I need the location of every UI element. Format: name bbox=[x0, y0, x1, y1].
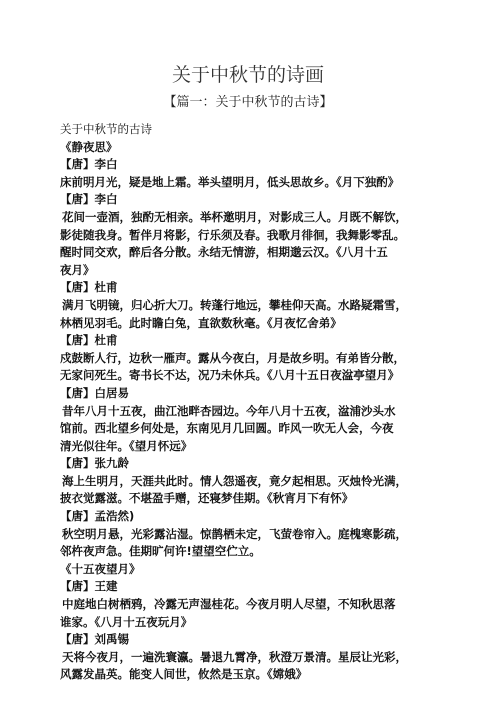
page-title: 关于中秋节的诗画 bbox=[171, 64, 324, 86]
text-line: 【唐】王建 bbox=[60, 579, 118, 594]
text-line: 【唐】刘禹锡 bbox=[60, 632, 129, 647]
text-line: 林栖见羽毛。此时瞻白兔，直欲数秋毫。《月夜忆舍弟》 bbox=[60, 315, 342, 330]
text-line: 披衣觉露滋。不堪盈手赠，还寝梦佳期。《秋宵月下有怀》 bbox=[60, 491, 354, 506]
text-line: 昔年八月十五夜，曲江池畔杏园边。今年八月十五夜，湓浦沙头水 bbox=[62, 403, 396, 418]
text-line: 【唐】白居易 bbox=[60, 385, 129, 400]
text-line: 无家问死生。寄书长不达，况乃未休兵。《八月十五日夜湓亭望月》 bbox=[60, 368, 400, 383]
text-line: 【唐】李白 bbox=[60, 157, 118, 172]
text-line: 清光似往年。《望月怀远》 bbox=[60, 438, 193, 453]
text-line: 【唐】孟浩然) bbox=[60, 509, 135, 524]
text-line: 风露发晶英。能变人间世，攸然是玉京。《嫦娥》 bbox=[60, 667, 308, 682]
text-line: 《十五夜望月》 bbox=[60, 561, 141, 576]
text-line: 夜月》 bbox=[60, 262, 95, 277]
text-line: 秋空明月悬，光彩露沾湿。惊鹊栖未定，飞萤卷帘入。庭槐寒影疏， bbox=[62, 526, 407, 541]
text-line: 床前明月光，疑是地上霜。举头望明月，低头思故乡。《月下独酌》 bbox=[60, 174, 400, 189]
text-line: 中庭地白树栖鸦，冷露无声湿桂花。今夜月明人尽望，不知秋思落 bbox=[62, 597, 396, 612]
text-line: 花间一壶酒，独酌无相亲。举杯邀明月，对影成三人。月既不解饮， bbox=[62, 209, 407, 224]
text-line: 影徒随我身。暂伴月将影，行乐须及春。我歌月徘徊，我舞影零乱。 bbox=[60, 227, 405, 242]
text-line: 馆前。西北望乡何处是，东南见月几回圆。昨风一吹无人会，今夜 bbox=[60, 421, 394, 436]
text-line: 【唐】李白 bbox=[60, 192, 118, 207]
text-line: 【唐】杜甫 bbox=[60, 280, 118, 295]
section-heading: 【篇一：关于中秋节的古诗】 bbox=[163, 95, 333, 110]
text-line: 【唐】张九龄 bbox=[60, 456, 129, 471]
text-line: 邻杵夜声急。佳期旷何许!望望空伫立。 bbox=[60, 544, 261, 559]
text-line: 谁家。《八月十五夜玩月》 bbox=[60, 614, 193, 629]
text-line: 戍鼓断人行，边秋一雁声。露从今夜白，月是故乡明。有弟皆分散， bbox=[60, 350, 405, 365]
text-line: 海上生明月，天涯共此时。情人怨遥夜，竟夕起相思。灭烛怜光满， bbox=[62, 473, 407, 488]
poem-text-body bbox=[60, 121, 444, 684]
text-line: 天将今夜月，一遍洗寰瀛。暑退九霄净，秋澄万景清。星辰让光彩， bbox=[62, 649, 407, 664]
text-line: 《静夜思》 bbox=[60, 139, 118, 154]
text-line: 【唐】杜甫 bbox=[60, 333, 118, 348]
text-line: 醒时同交欢，醉后各分散。永结无情游，相期邈云汉。《八月十五 bbox=[60, 245, 388, 260]
text-line: 关于中秋节的古诗 bbox=[60, 122, 152, 136]
text-line: 满月飞明镜，归心折大刀。转蓬行地远，攀桂仰天高。水路疑霜雪， bbox=[62, 297, 407, 312]
